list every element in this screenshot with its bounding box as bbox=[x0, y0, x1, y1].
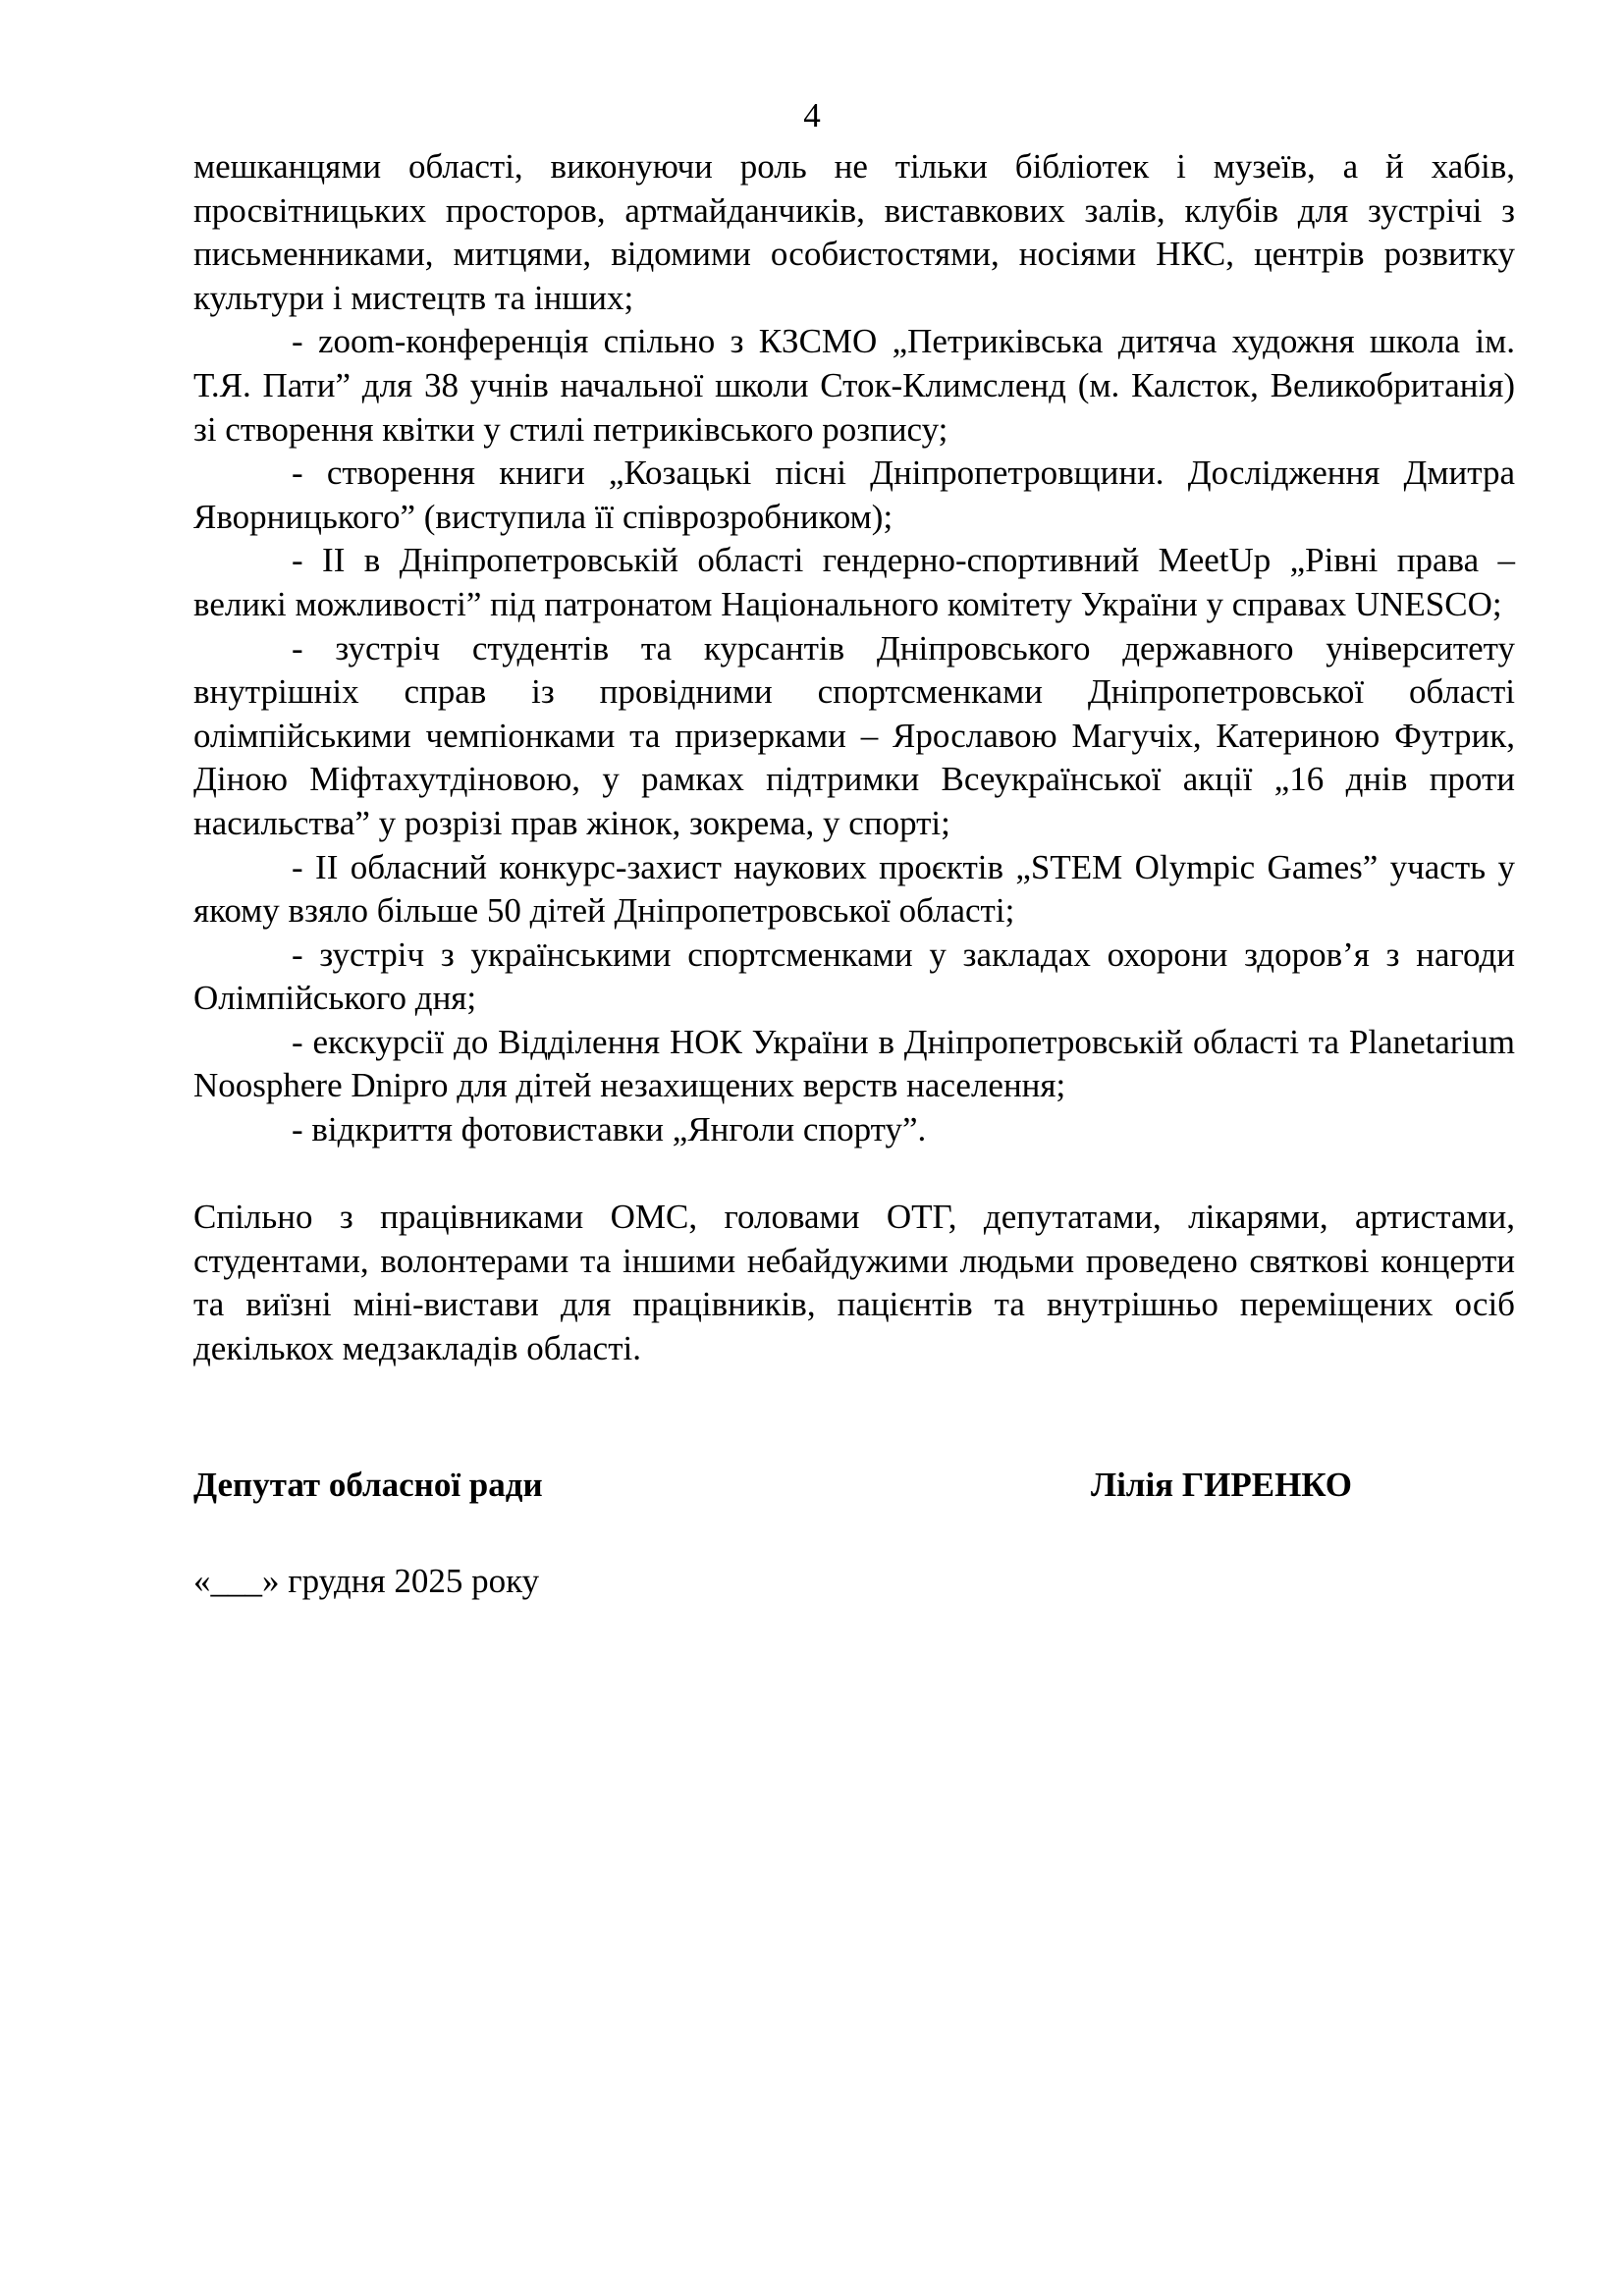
list-item-stem-contest: - ІІ обласний конкурс-захист наукових проєктів „STEM Olympic Games” участь у якому взяло більше 50 дітей Дніпропетровської області; bbox=[193, 847, 1515, 931]
list-item-excursions: - екскурсії до Відділення НОК України в Дніпропетровській області та Planetarium Noosphere Dnipro для дітей незахищених верств населення; bbox=[193, 1022, 1515, 1105]
signature-block bbox=[193, 1464, 1515, 1507]
list-item-athletes-meeting: - зустріч з українськими спортсменками у закладах охорони здоров’я з нагоди Олімпійського дня; bbox=[193, 934, 1515, 1018]
list-item-cossack-songs-book: - створення книги „Козацькі пісні Дніпропетровщини. Дослідження Дмитра Яворницького” (виступила її співрозробником); bbox=[193, 454, 1515, 536]
document-body bbox=[193, 145, 1515, 1371]
signatory-position: Депутат обласної ради bbox=[193, 1466, 543, 1504]
page-number: 4 bbox=[803, 96, 821, 134]
list-item-students-meeting: - зустріч студентів та курсантів Дніпровського державного університету внутрішніх справ із провідними спортсменками Дніпропетровської області олімпійськими чемпіонками та призерками – Ярославою Магучіх, Катериною Футрик, Діною Міфтахутдіновою, у рамках підтримки Всеукраїнської акції „16 днів проти насильства” у розрізі прав жінок, зокрема, у спорті; bbox=[193, 628, 1515, 842]
paragraph-continuation: мешканцями області, виконуючи роль не тільки бібліотек і музеїв, а й хабів, просвітницьких просторов, артмайданчиків, виставкових залів, клубів для зустрічі з письменниками, митцями, відомими особистостями, носіями НКС, центрів розвитку культури і мистецтв та інших; bbox=[193, 147, 1515, 317]
signatory-name: Лілія ГИРЕНКО bbox=[1091, 1466, 1353, 1504]
list-item-meetup: - ІІ в Дніпропетровській області гендерно-спортивний MeetUp „Рівні права – великі можливості” під патронатом Національного комітету України у справах UNESCO; bbox=[193, 541, 1515, 623]
date-line: «___» грудня 2025 року bbox=[193, 1562, 540, 1600]
paragraph-concerts: Спільно з працівниками ОМС, головами ОТГ, депутатами, лікарями, артистами, студентами, волонтерами та іншими небайдужими людьми проведено святкові концерти та виїзні міні-вистави для працівників, пацієнтів та внутрішньо переміщених осіб декількох медзакладів області. bbox=[193, 1198, 1515, 1368]
list-item-photo-exhibition: - відкриття фотовиставки „Янголи спорту”. bbox=[292, 1110, 927, 1149]
paragraph-gap bbox=[193, 1152, 1515, 1197]
list-item-zoom-conference: - zoom-конференція спільно з КЗСМО „Петриківська дитяча художня школа ім. Т.Я. Пати” для 38 учнів начальної школи Сток-Климсленд (м. Калсток, Великобританія) зі створення квітки у стилі петриківського розпису; bbox=[193, 322, 1515, 449]
